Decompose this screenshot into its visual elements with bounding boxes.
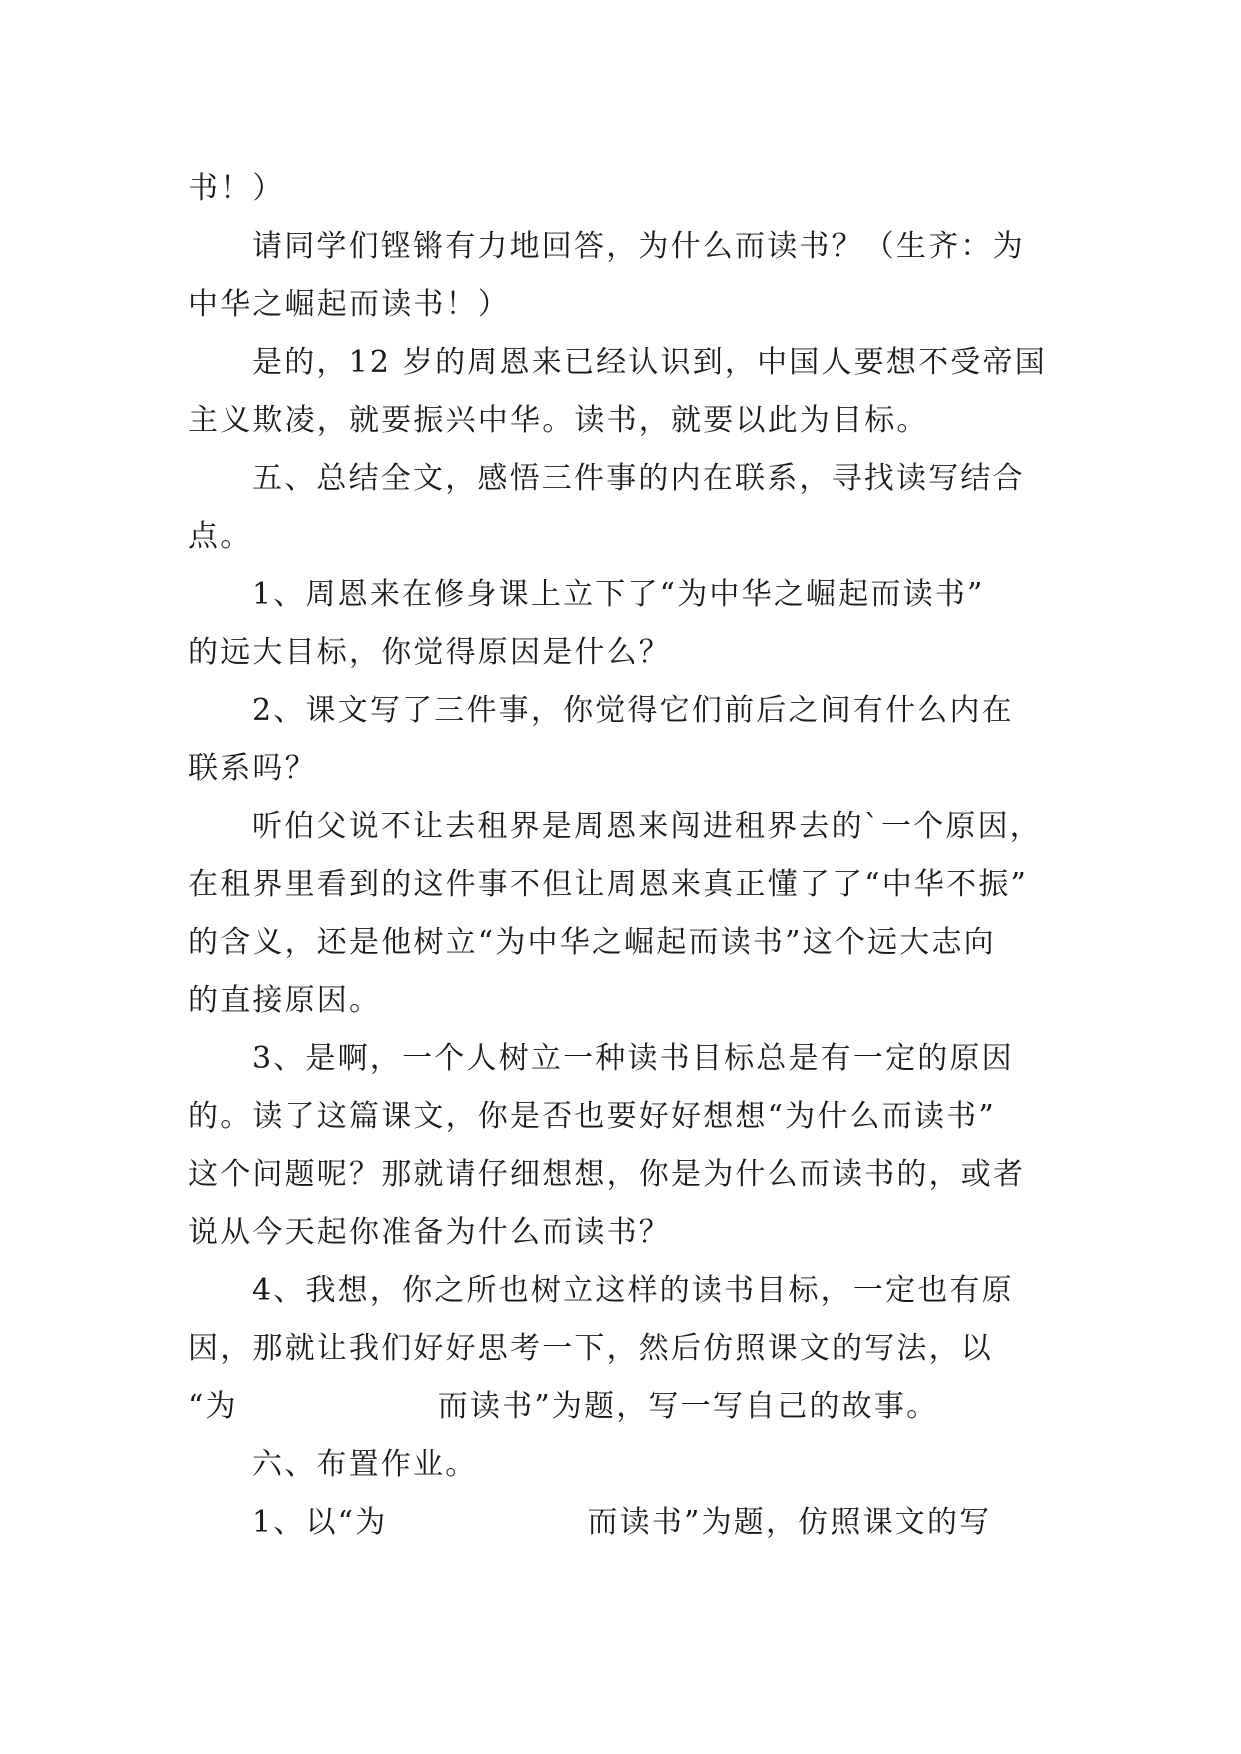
blank-suffix: 而读书”为题，仿照课文的写 bbox=[587, 1505, 992, 1540]
text-line: 的含义，还是他树立“为中华之崛起而读书”这个远大志向 bbox=[188, 925, 996, 960]
question-item: 2、课文写了三件事，你觉得它们前后之间有什么内在 bbox=[252, 693, 1014, 728]
text-line: 点。 bbox=[188, 519, 253, 554]
text-line: 在租界里看到的这件事不但让周恩来真正懂了了“中华不振” bbox=[188, 867, 1029, 902]
document-body bbox=[188, 160, 1048, 1552]
text-line: 中华之崛起而读书！） bbox=[188, 287, 510, 322]
text-line: 的直接原因。 bbox=[188, 983, 382, 1018]
fill-in-blank-line bbox=[188, 1494, 1048, 1552]
text-line: 主义欺凌，就要振兴中华。读书，就要以此为目标。 bbox=[188, 403, 929, 438]
text-line: 的。读了这篇课文，你是否也要好好想想“为什么而读书” bbox=[188, 1099, 996, 1134]
text-line: 说从今天起你准备为什么而读书？ bbox=[188, 1215, 671, 1250]
text-line: 是的，12 岁的周恩来已经认识到，中国人要想不受帝国 bbox=[252, 345, 1047, 380]
question-item: 3、是啊，一个人树立一种读书目标总是有一定的原因 bbox=[252, 1041, 1014, 1076]
blank-prefix: “为 bbox=[188, 1389, 238, 1424]
question-item: 4、我想，你之所也树立这样的读书目标，一定也有原 bbox=[252, 1273, 1014, 1308]
section-heading: 五、总结全文，感悟三件事的内在联系，寻找读写结合 bbox=[252, 461, 1025, 496]
question-item: 1、周恩来在修身课上立下了“为中华之崛起而读书” bbox=[252, 577, 985, 612]
text-line: 听伯父说不让去租界是周恩来闯进租界去的`一个原因， bbox=[252, 809, 1042, 844]
text-line: 这个问题呢？那就请仔细想想，你是为什么而读书的，或者 bbox=[188, 1157, 1026, 1192]
text-line: 因，那就让我们好好思考一下，然后仿照课文的写法，以 bbox=[188, 1331, 993, 1366]
text-line: 的远大目标，你觉得原因是什么？ bbox=[188, 635, 671, 670]
text-line: 书！） bbox=[188, 171, 285, 206]
text-line: 联系吗？ bbox=[188, 751, 317, 786]
blank-prefix: 1、以“为 bbox=[252, 1505, 388, 1540]
fill-in-blank-line bbox=[188, 1378, 1048, 1436]
section-heading: 六、布置作业。 bbox=[252, 1447, 478, 1482]
text-line: 请同学们铿锵有力地回答，为什么而读书？（生齐：为 bbox=[252, 229, 1025, 264]
blank-suffix: 而读书”为题，写一写自己的故事。 bbox=[437, 1389, 939, 1424]
